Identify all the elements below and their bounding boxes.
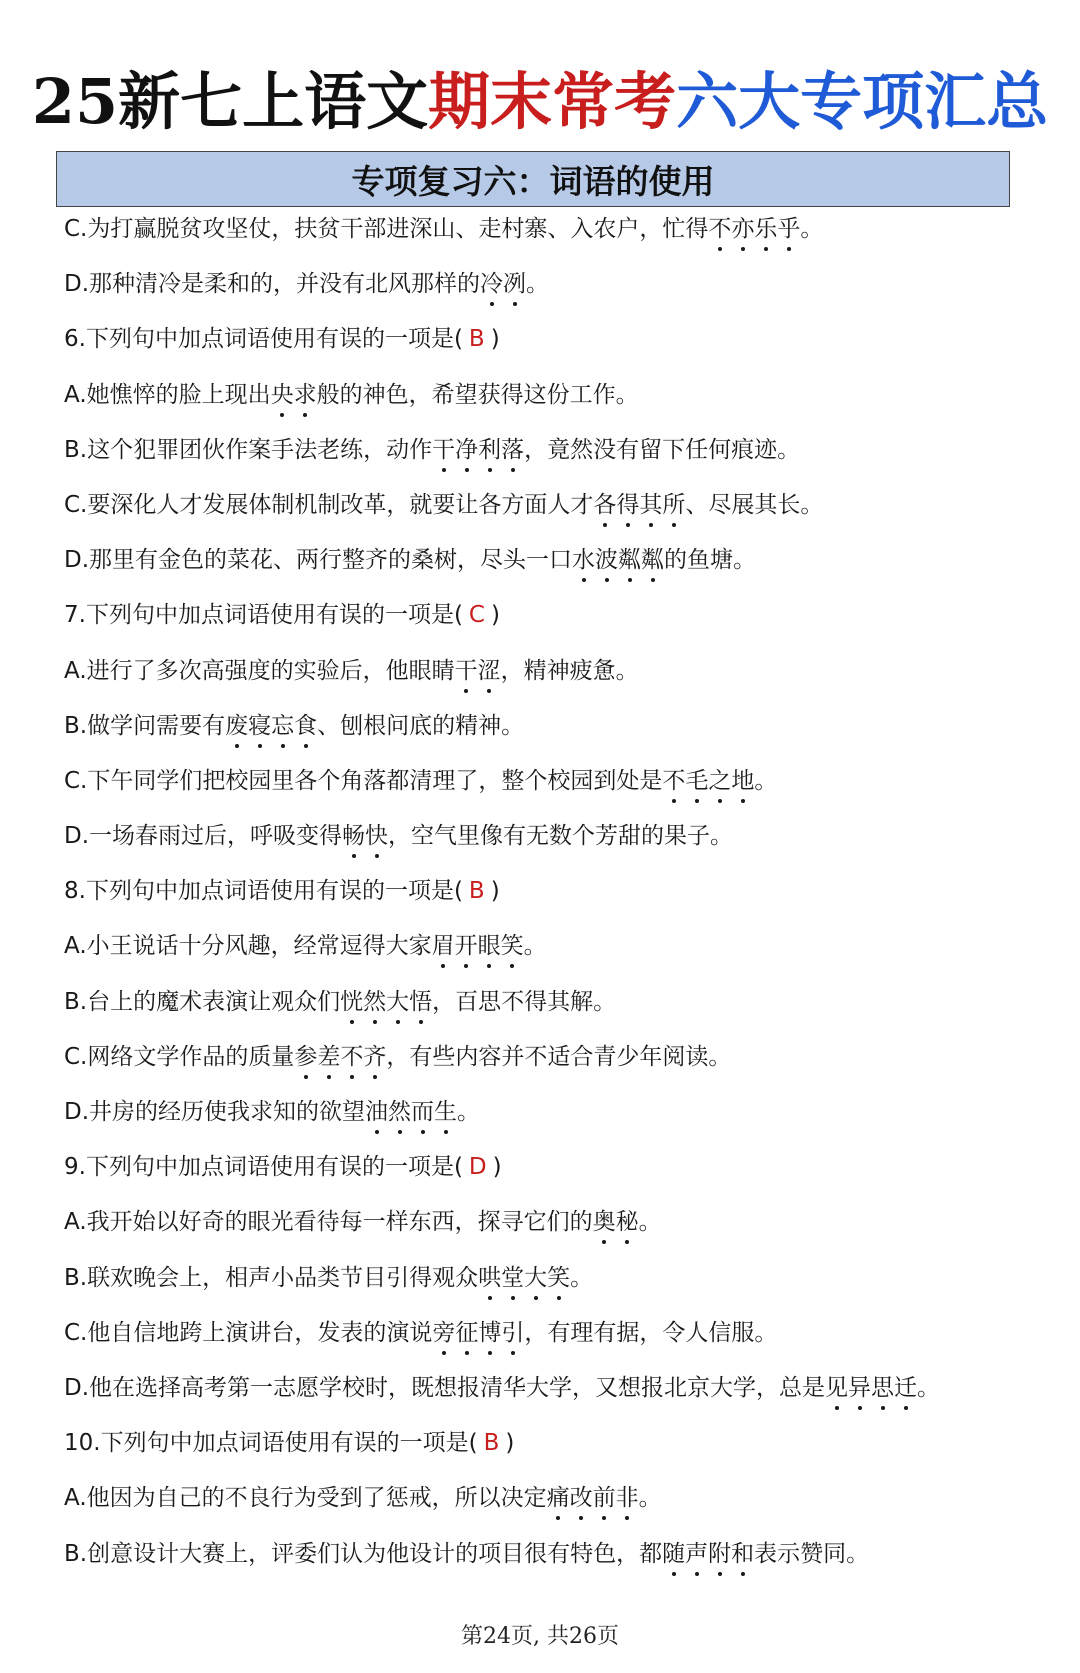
line-text-post: 。	[917, 1374, 941, 1401]
question-list	[64, 212, 1064, 1592]
line-text-pre: D.井房的经历使我求知的欲望	[64, 1099, 366, 1125]
line-text-post: ，百思不得其解。	[432, 988, 617, 1015]
line-text-post: 、尽展其长。	[685, 491, 824, 518]
line-text-pre: B.这个犯罪团伙作案手法老练，动作	[64, 436, 433, 463]
emphasized-word: 各得其所	[593, 492, 685, 518]
line-text-post: 。	[638, 1209, 662, 1236]
line-text-post: ，精神疲惫。	[500, 657, 639, 684]
line-text-pre: 8.下列句中加点词语使用有误的一项是(	[64, 878, 463, 905]
emphasized-word: 奥秘	[593, 1209, 639, 1235]
answer-key: D	[468, 1154, 487, 1181]
emphasized-word: 干净利落	[432, 437, 524, 463]
line-text-pre: C.下午同学们把校园里各个角落都清理了，整个校园到处是	[64, 767, 663, 794]
line-text-post: 。	[457, 1099, 481, 1125]
answer-option	[64, 1481, 1064, 1536]
answer-option	[64, 267, 1064, 322]
line-text-pre: C.要深化人才发展体制机制改革，就要让各方面人才	[64, 491, 594, 518]
line-text-post: )	[505, 1430, 515, 1457]
line-text-pre: C.他自信地跨上演讲台，发表的演说	[64, 1319, 433, 1346]
title-part-blue: 六大专项汇总	[676, 65, 1049, 138]
line-text-post: )	[490, 602, 500, 629]
answer-key: B	[468, 878, 485, 905]
emphasized-word: 哄堂大笑	[478, 1265, 570, 1291]
answer-key: B	[483, 1430, 500, 1457]
answer-option	[64, 1371, 1064, 1426]
line-text-pre: B.创意设计大赛上，评委们认为他设计的项目很有特色，都	[64, 1540, 663, 1567]
line-text-post: 的鱼塘。	[664, 547, 757, 574]
emphasized-word: 不毛之地	[662, 768, 754, 794]
line-text-post: 表示赞同。	[754, 1540, 870, 1567]
page-title	[0, 62, 1080, 142]
emphasized-word: 冷冽	[480, 271, 526, 297]
page-number: 第24页, 共26页	[461, 1624, 619, 1649]
answer-key: B	[468, 326, 485, 353]
line-text-post: 。	[638, 1485, 662, 1512]
line-text-post: 。	[526, 271, 550, 298]
line-text-pre: C.为打赢脱贫攻坚仗，扶贫干部进深山、走村寨、入农户，忙得	[64, 216, 709, 242]
answer-option	[64, 1095, 1064, 1150]
emphasized-word: 参差不齐	[294, 1044, 386, 1070]
section-title: 专项复习六：词语的使用	[351, 161, 715, 201]
answer-option	[64, 929, 1064, 984]
line-text-pre: A.进行了多次高强度的实验后，他眼睛	[64, 657, 455, 684]
answer-option	[64, 654, 1064, 709]
question-stem	[64, 874, 1064, 929]
emphasized-word: 不亦乐乎	[708, 216, 800, 242]
answer-option	[64, 212, 1064, 267]
question-stem	[64, 1426, 1064, 1481]
answer-option	[64, 488, 1064, 543]
answer-key: C	[468, 602, 485, 629]
answer-option	[64, 1261, 1064, 1316]
line-text-post: ，有理有据，令人信服。	[524, 1319, 778, 1346]
emphasized-word: 水波粼粼	[572, 547, 664, 573]
emphasized-word: 油然而生	[365, 1099, 457, 1125]
line-text-pre: A.她憔悴的脸上现出	[64, 381, 271, 408]
answer-option	[64, 819, 1064, 874]
emphasized-word: 畅快	[342, 823, 388, 849]
answer-option	[64, 764, 1064, 819]
line-text-post: ，空气里像有无数个芳甜的果子。	[388, 823, 734, 850]
title-part-red: 期末常考	[428, 65, 677, 138]
emphasized-word: 见异思迁	[825, 1375, 917, 1401]
emphasized-word: 干涩	[455, 658, 501, 684]
answer-option	[64, 1537, 1064, 1592]
question-stem	[64, 598, 1064, 653]
line-text-pre: 6.下列句中加点词语使用有误的一项是(	[64, 326, 463, 353]
line-text-post: 、刨根问底的精神。	[317, 712, 525, 739]
emphasized-word: 眉开眼笑	[432, 933, 524, 959]
answer-option	[64, 709, 1064, 764]
emphasized-word: 旁征博引	[432, 1320, 524, 1346]
answer-option	[64, 985, 1064, 1040]
answer-option	[64, 378, 1064, 433]
answer-option	[64, 543, 1064, 598]
line-text-pre: B.做学问需要有	[64, 712, 226, 739]
question-stem	[64, 1150, 1064, 1205]
answer-option	[64, 1316, 1064, 1371]
line-text-post: )	[490, 326, 500, 353]
line-text-pre: A.我开始以好奇的眼光看待每一样东西，探寻它们的	[64, 1209, 593, 1236]
line-text-pre: 9.下列句中加点词语使用有误的一项是(	[64, 1154, 463, 1181]
section-header-bar	[56, 151, 1010, 207]
answer-option	[64, 1205, 1064, 1260]
line-text-post: 。	[754, 767, 778, 794]
line-text-post: 。	[800, 216, 824, 242]
line-text-post: 。	[570, 1264, 594, 1291]
line-text-post: ，有些内容并不适合青少年阅读。	[386, 1043, 732, 1070]
line-text-post: )	[492, 1154, 502, 1181]
line-text-pre: 10.下列句中加点词语使用有误的一项是(	[64, 1430, 478, 1457]
line-text-pre: D.那里有金色的菜花、两行整齐的桑树，尽头一口	[64, 547, 573, 574]
line-text-pre: B.台上的魔术表演让观众们	[64, 988, 341, 1015]
line-text-pre: A.小王说话十分风趣，经常逗得大家	[64, 933, 432, 960]
answer-option	[64, 1040, 1064, 1095]
emphasized-word: 随声附和	[662, 1541, 754, 1567]
line-text-pre: B.联欢晚会上，相声小品类节目引得观众	[64, 1264, 479, 1291]
line-text-post: )	[490, 878, 500, 905]
line-text-post: 般的神色，希望获得这份工作。	[316, 381, 639, 408]
line-text-pre: 7.下列句中加点词语使用有误的一项是(	[64, 602, 463, 629]
emphasized-word: 痛改前非	[547, 1485, 639, 1511]
line-text-pre: C.网络文学作品的质量	[64, 1043, 295, 1070]
emphasized-word: 央求	[271, 382, 317, 408]
line-text-post: ，竟然没有留下任何痕迹。	[524, 436, 801, 463]
line-text-post: 。	[523, 933, 547, 960]
answer-option	[64, 433, 1064, 488]
emphasized-word: 废寝忘食	[225, 713, 317, 739]
emphasized-word: 恍然大悟	[340, 989, 432, 1015]
line-text-pre: D.那种清冷是柔和的，并没有北风那样的	[64, 271, 481, 298]
question-stem	[64, 322, 1064, 377]
line-text-pre: A.他因为自己的不良行为受到了惩戒，所以决定	[64, 1485, 547, 1512]
line-text-pre: D.他在选择高考第一志愿学校时，既想报清华大学，又想报北京大学，总是	[64, 1374, 826, 1401]
title-part-black: 25新七上语文	[31, 65, 429, 138]
line-text-pre: D.一场春雨过后，呼吸变得	[64, 823, 343, 850]
